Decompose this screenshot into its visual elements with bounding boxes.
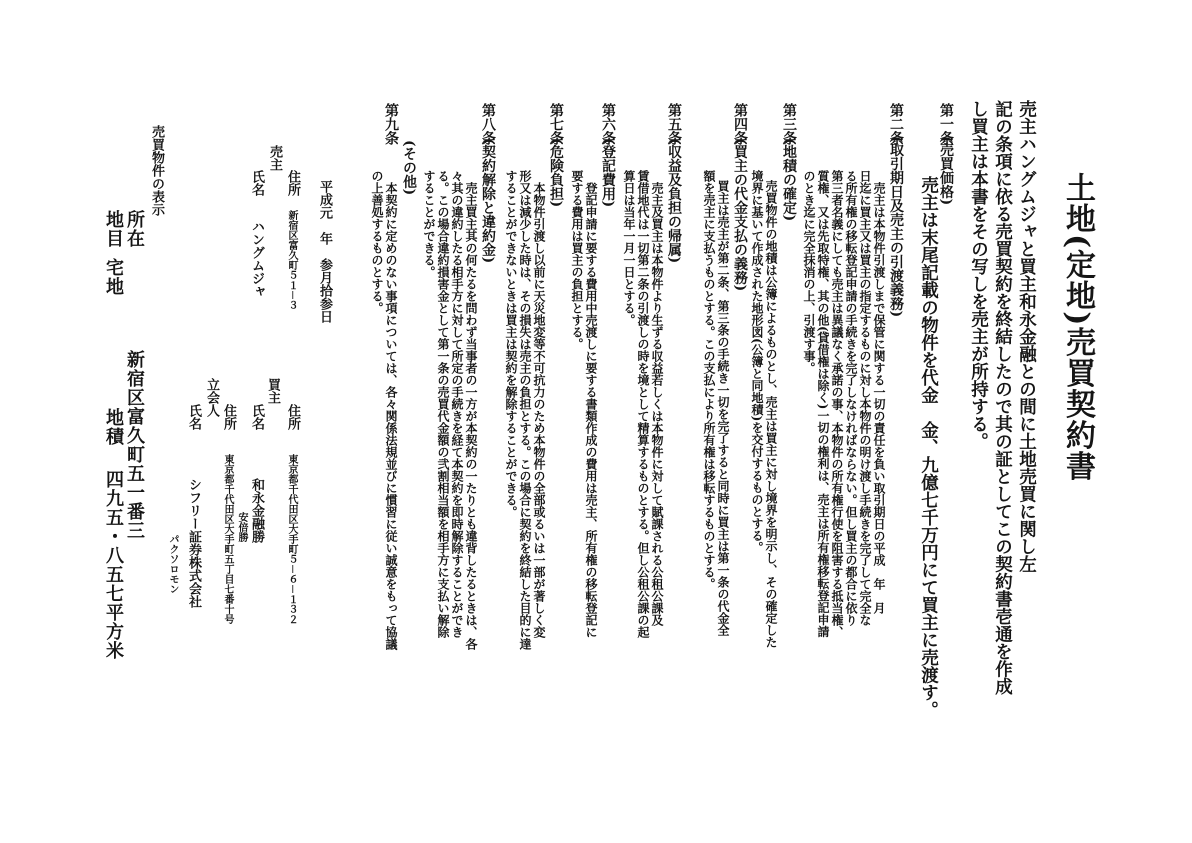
article-1-label: 第一条: [938, 103, 954, 145]
article-2-line-2: 日迄に買主又は買主の指定するものに対し本物件の明け渡し手続きを完了して完全な: [858, 170, 872, 626]
article-4-line-1: 買主は売主が第二条、第三条の手続き一切を完了すると同時に買主は第一条の代金全: [716, 180, 730, 636]
article-6-label: 第六条: [600, 103, 616, 145]
article-2-heading: (取引期日及売主の引渡義務): [888, 136, 904, 318]
article-2-line-4: 第三者名義にしても売主は異議なく承諾の事、本物件の所有権行使を阻害する抵当権、: [830, 170, 844, 638]
seller-address-label: 住所: [285, 170, 300, 196]
witness-address-label: 住所: [221, 404, 236, 430]
article-7-line-2: 形又は減少した時は、その損失は売主の負担とする。この場合に契約を終結した目的に達: [518, 170, 532, 650]
article-8-line-3: る。この場合違約損害金として第一条の売買代金額の弐割相当額を相手方に支払い解除: [436, 170, 450, 638]
article-5-line-2: 賃借地代は一切第二条の引渡しの時を境として精算するものとする。但し公租公課の起: [636, 170, 650, 638]
article-8-line-2: 々其の違約したる相手方に対して所定の手続きを経て本契約を即時解除することができ: [450, 170, 464, 638]
seller-address: 新宿区富久町５１－３: [286, 210, 297, 310]
article-2-line-5: 質権、又は先取特権、其の他(貸借権は除く)一切の権利は、売主は所有権移転登記申請: [816, 170, 830, 638]
buyer-address-label: 住所: [285, 404, 300, 430]
property-category: 宅地: [103, 258, 124, 296]
article-7-heading: (危険負担): [548, 138, 564, 208]
article-7-label: 第七条: [548, 103, 564, 145]
article-9-heading: (その他): [401, 140, 417, 196]
property-heading: 売買物件の表示: [149, 125, 164, 216]
buyer-sub-name: 安倍勝: [236, 512, 247, 542]
article-8-heading: (契約解除と違約金): [480, 138, 496, 264]
article-5-label: 第五条: [666, 103, 682, 145]
article-2-line-6: のとき迄に完全抹消の上、引渡す事。: [802, 170, 816, 374]
article-7-line-3: することができないときは買主は契約を解除することができる。: [504, 170, 518, 518]
article-5-line-3: 算日は当年一月一日とする。: [622, 170, 636, 326]
buyer-name: 和永金融勝: [249, 478, 264, 543]
property-location-label: 所在: [124, 210, 145, 248]
article-6-line-2: 要する費用は買主の負担とする。: [570, 170, 584, 350]
witness-sub-name: パクソロモン: [167, 534, 178, 594]
article-3-label: 第三条: [781, 103, 797, 145]
seller-name: ハングムジャ: [249, 220, 264, 298]
article-1-line-1: 売主は末尾記載の物件を代金 金、九億七千万円にて買主に売渡す。: [918, 176, 939, 719]
article-9-label: 第九条: [383, 103, 399, 145]
article-2-line-3: る所有権の移転登記申請の手続きを完了しなければならない。但し買主の都合に依り: [844, 170, 858, 626]
intro-line-3: し買主は本書をその写しを売主が所持する。: [968, 100, 989, 450]
property-category-label: 地目: [103, 210, 124, 248]
intro-line-2: 記の条項に依る売買契約を終結したので其の証としてこの契約書壱通を作成: [992, 100, 1013, 695]
buyer-name-label: 氏名: [249, 404, 264, 430]
property-location: 新宿区富久町五一番三: [124, 350, 145, 540]
intro-line-1: 売主ハングムジャと買主和永金融との間に土地売買に関し左: [1016, 100, 1037, 573]
article-9-line-1: 本契約に定めのない事項については、各々関係法規並びに慣習に従い誠意をもって協議: [384, 182, 398, 650]
property-area: 四九五・八五七平方米: [103, 470, 124, 660]
property-area-label: 地積: [103, 408, 124, 446]
article-2-line-1: 売主は本物件引渡しまで保管に関する一切の責任を負い取引期日の平成 年 月: [872, 182, 886, 614]
article-5-line-1: 売主及買主は本物件より生ずる収益若しくは本物件に対して賦課される公租公課及: [650, 182, 664, 626]
witness-name: シフリー証券株式会社: [186, 478, 201, 608]
buyer-role: 買主: [265, 378, 280, 404]
article-8-line-4: することができる。: [422, 170, 436, 278]
witness-address: 東京都千代田区大手町五丁目七番十号: [222, 454, 233, 624]
article-9-line-2: の上善処するものとする。: [370, 170, 384, 314]
article-3-line-2: 境界に基いて作成された地形図(公簿と同地積)を交付するものとする。: [750, 170, 764, 554]
article-6-line-1: 登記申請に要する費用中売渡しに要する書類作成の費用は売主、所有権の移転登記に: [584, 182, 598, 638]
article-7-line-1: 本物件引渡し以前に天災地変等不可抗力のため本物件の全部或るいは一部が著しく変: [532, 182, 546, 638]
document-title: 土地(定地)売買契約書: [1060, 172, 1095, 482]
article-4-heading: (買主の代金支払の義務): [732, 138, 748, 292]
seller-name-label: 氏名: [249, 170, 264, 196]
article-6-heading: (登記費用): [600, 138, 616, 208]
witness-name-label: 氏名: [186, 404, 201, 430]
article-1-heading: (売買価格): [938, 136, 954, 206]
buyer-address: 東京都千代田区大手町５－６－１３２: [286, 454, 297, 624]
article-8-line-1: 売主買主其の何たるを問わず当事者の一方が本契約の一たりとも違背したるときは、各: [464, 182, 478, 650]
contract-date: 平成元 年 参月拾参日: [317, 180, 332, 323]
article-2-label: 第二条: [888, 103, 904, 145]
witness-role: 立会人: [204, 378, 219, 417]
article-8-label: 第八条: [480, 103, 496, 145]
article-3-line-1: 売買物件の地積は公簿によるものとし、売主は買主に対し境界を明示し、その確定した: [764, 180, 778, 648]
seller-role: 売主: [267, 145, 282, 171]
article-3-heading: (地積の確定): [781, 138, 797, 222]
article-4-line-2: 額を売主に支払うものとする。この支払により所有権は移転するものとする。: [702, 170, 716, 590]
article-5-heading: (収益及負担の帰属): [666, 138, 682, 264]
article-4-label: 第四条: [732, 103, 748, 145]
